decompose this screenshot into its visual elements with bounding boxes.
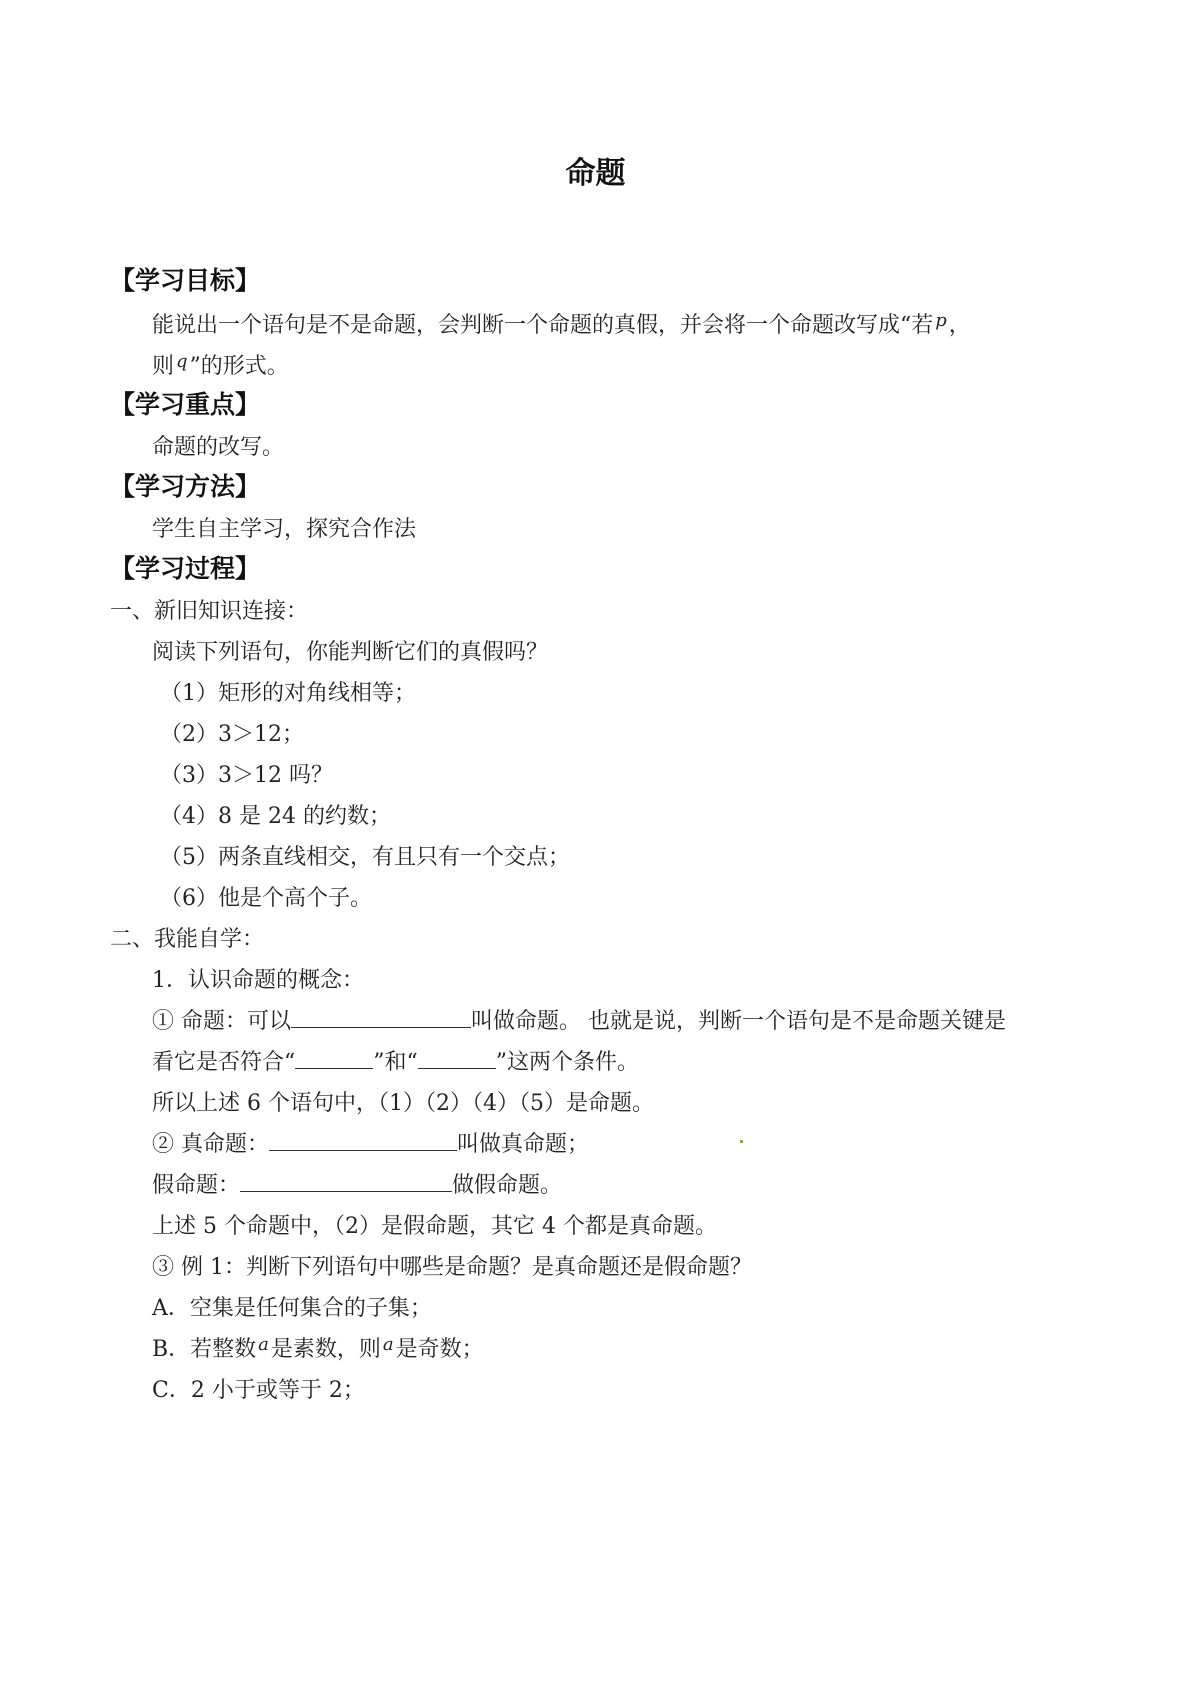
def1-text-c: 看它是否符合“ [152,1050,296,1075]
fill-blank[interactable] [240,1171,452,1192]
part1-title: 一、新旧知识连接： [110,599,309,624]
fill-blank[interactable] [291,1007,471,1028]
list-item: （6）他是个高个子。 [160,886,372,911]
variable-a: a [382,1334,394,1355]
def1-text-a: ① 命题：可以 [152,1009,291,1034]
page-title: 命题 [565,156,626,191]
part1-intro: 阅读下列语句，你能判断它们的真假吗？ [152,640,549,665]
def2-text-a: ② 真命题： [152,1132,269,1157]
section-heading-objective: 【学习目标】 [110,266,261,295]
def1-text-d: ”和“ [373,1050,418,1075]
option-b [152,1335,484,1366]
definition-false-proposition [152,1171,562,1201]
stray-mark [740,1140,743,1143]
def1-text-e: ”这两个条件。 [495,1050,639,1075]
def3-text-a: 假命题： [152,1173,241,1198]
fill-blank[interactable] [295,1048,373,1069]
def2-text-b: 叫做真命题； [457,1132,590,1157]
variable-a: a [258,1334,269,1355]
section-heading-process: 【学习过程】 [110,554,261,583]
objective-line-1 [152,311,971,342]
summary-1: 所以上述 6 个语句中，（1）（2）（4）（5）是命题。 [152,1091,654,1116]
definition-proposition-cont [152,1048,639,1078]
example-1: ③ 例 1：判断下列语句中哪些是命题？是真命题还是假命题？ [152,1255,752,1280]
def3-text-b: 做假命题。 [452,1173,563,1198]
objective-text-a: 能说出一个语句是不是命题，会判断一个命题的真假，并会将一个命题改写成“若 [152,313,934,338]
def1-text-b: 叫做命题。 也就是说，判断一个语句是不是命题关键是 [471,1009,1006,1034]
objective-text-b: ， [948,313,971,338]
objective-text-c: 则 [152,354,175,379]
option-a: A．空集是任何集合的子集； [152,1296,432,1321]
part2-sub1: 1．认识命题的概念： [152,968,364,993]
section-heading-key-point: 【学习重点】 [110,390,261,419]
objective-text-d: ”的形式。 [189,354,289,379]
list-item: （4）8 是 24 的约数； [160,804,391,829]
list-item: （5）两条直线相交，有且只有一个交点； [160,845,570,870]
method-text: 学生自主学习，探究合作法 [152,517,417,542]
objective-line-2 [152,352,289,383]
option-b-text-b: 是素数，则 [270,1337,381,1362]
definition-proposition [152,1007,1006,1037]
key-point-text: 命题的改写。 [152,435,285,460]
list-item: （3）3＞12 吗？ [160,763,333,788]
list-item: （2）3＞12； [160,722,304,747]
variable-p: p [935,310,947,331]
variable-q: q [176,351,188,372]
section-heading-method: 【学习方法】 [110,472,261,501]
fill-blank[interactable] [269,1130,457,1151]
part2-title: 二、我能自学： [110,927,265,952]
list-item: （1）矩形的对角线相等； [160,681,416,706]
option-c: C．2 小于或等于 2； [152,1378,365,1403]
option-b-text-c: 是奇数； [395,1337,484,1362]
fill-blank[interactable] [418,1048,496,1069]
summary-2: 上述 5 个命题中，（2）是假命题，其它 4 个都是真命题。 [152,1214,717,1239]
option-b-text-a: B．若整数 [152,1337,257,1362]
definition-true-proposition [152,1130,589,1160]
